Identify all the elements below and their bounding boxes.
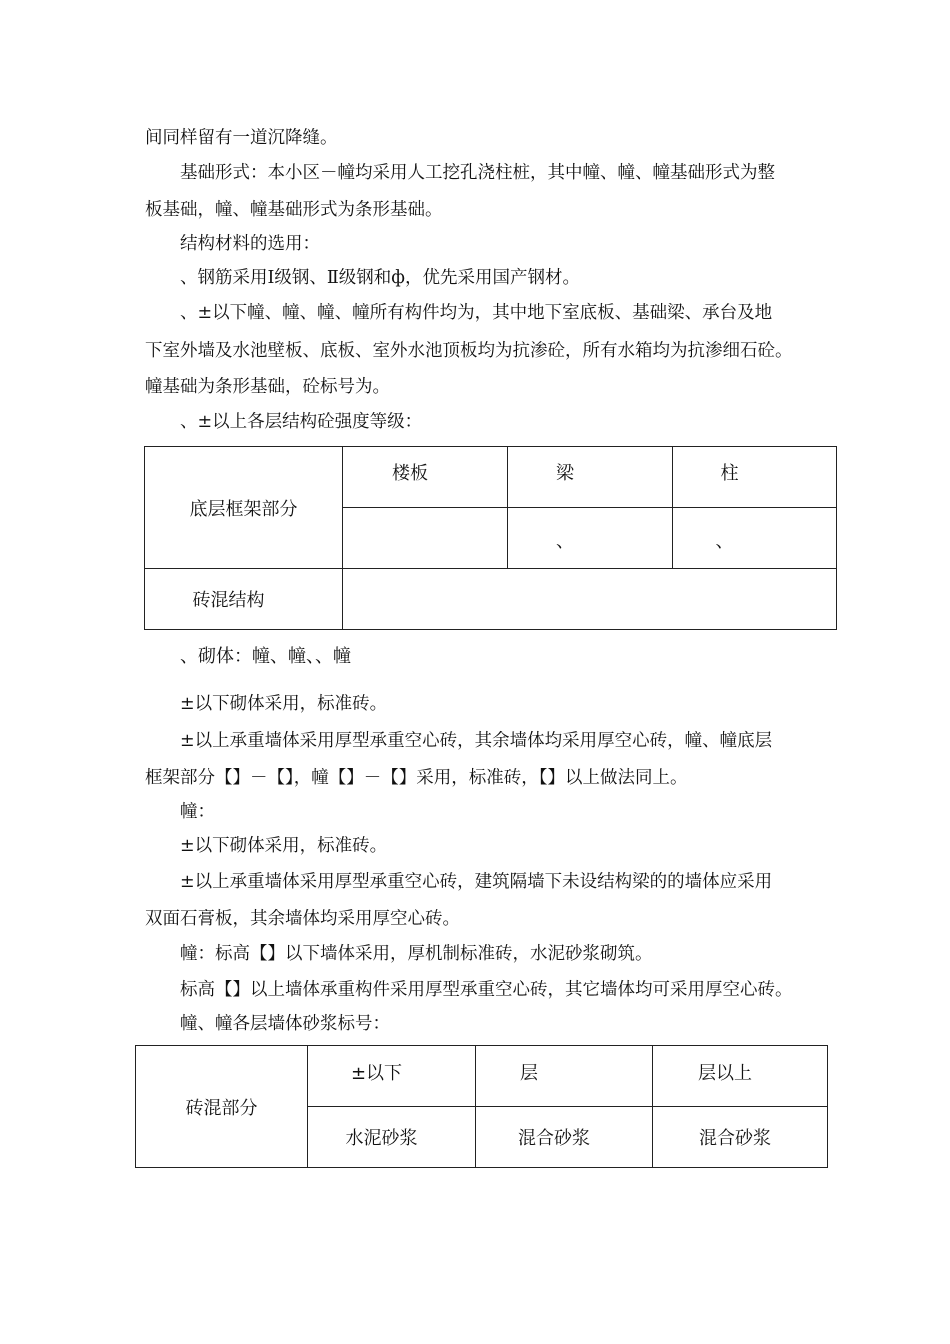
paragraph: 幢： bbox=[180, 802, 215, 822]
paragraph: 下室外墙及水池壁板、底板、室外水池顶板均为抗渗砼，所有水箱均为抗渗细石砼。 bbox=[145, 341, 793, 361]
paragraph: 、砌体：幢、幢、、幢 bbox=[180, 646, 351, 667]
paragraph: 基础形式：本小区－幢均采用人工挖孔浇柱桩，其中幢、幢、幢基础形式为整 bbox=[180, 163, 775, 183]
table-cell: 、 bbox=[673, 508, 837, 569]
table-header: 楼板 bbox=[343, 447, 508, 508]
paragraph: 、±以上各层结构砼强度等级： bbox=[180, 412, 423, 432]
table-cell: 底层框架部分 bbox=[145, 447, 343, 569]
paragraph: 标高【】以上墙体承重构件采用厚型承重空心砖，其它墙体均可采用厚空心砖。 bbox=[180, 980, 793, 1000]
paragraph: 框架部分【】－【】，幢【】－【】采用，标准砖，【】以上做法同上。 bbox=[145, 768, 688, 788]
table-cell: 砖混部分 bbox=[136, 1046, 308, 1168]
paragraph: 结构材料的选用： bbox=[180, 234, 320, 254]
paragraph: ±以下砌体采用，标准砖。 bbox=[180, 694, 388, 714]
table-cell: 混合砂浆 bbox=[653, 1107, 828, 1168]
paragraph: 、±以下幢、幢、幢、幢所有构件均为，其中地下室底板、基础梁、承台及地 bbox=[180, 303, 773, 323]
table-cell: 混合砂浆 bbox=[476, 1107, 653, 1168]
mortar-grade-table bbox=[135, 1045, 828, 1168]
table-cell: 、 bbox=[508, 508, 673, 569]
table-cell bbox=[343, 569, 837, 630]
paragraph: 幢、幢各层墙体砂浆标号： bbox=[180, 1014, 390, 1034]
table-cell: 砖混结构 bbox=[145, 569, 343, 630]
paragraph: ±以上承重墙体采用厚型承重空心砖，建筑隔墙下未设结构梁的的墙体应采用 bbox=[180, 872, 773, 892]
paragraph: ±以下砌体采用，标准砖。 bbox=[180, 836, 388, 856]
paragraph: 板基础，幢、幢基础形式为条形基础。 bbox=[145, 200, 443, 220]
paragraph: 、钢筋采用Ⅰ级钢、Ⅱ级钢和ф，优先采用国产钢材。 bbox=[180, 268, 581, 288]
table-header: 层 bbox=[476, 1046, 653, 1107]
paragraph: 幢基础为条形基础，砼标号为。 bbox=[145, 377, 390, 397]
paragraph: 幢：标高【】以下墙体采用，厚机制标准砖，水泥砂浆砌筑。 bbox=[180, 944, 653, 964]
table-header: ±以下 bbox=[308, 1046, 476, 1107]
paragraph: 双面石膏板，其余墙体均采用厚空心砖。 bbox=[145, 909, 460, 929]
concrete-grade-table bbox=[144, 446, 837, 630]
table-header: 层以上 bbox=[653, 1046, 828, 1107]
paragraph: ±以上承重墙体采用厚型承重空心砖，其余墙体均采用厚空心砖，幢、幢底层 bbox=[180, 731, 773, 751]
table-cell bbox=[343, 508, 508, 569]
paragraph: 间同样留有一道沉降缝。 bbox=[145, 128, 338, 148]
table-header: 梁 bbox=[508, 447, 673, 508]
table-cell: 水泥砂浆 bbox=[308, 1107, 476, 1168]
table-header: 柱 bbox=[673, 447, 837, 508]
